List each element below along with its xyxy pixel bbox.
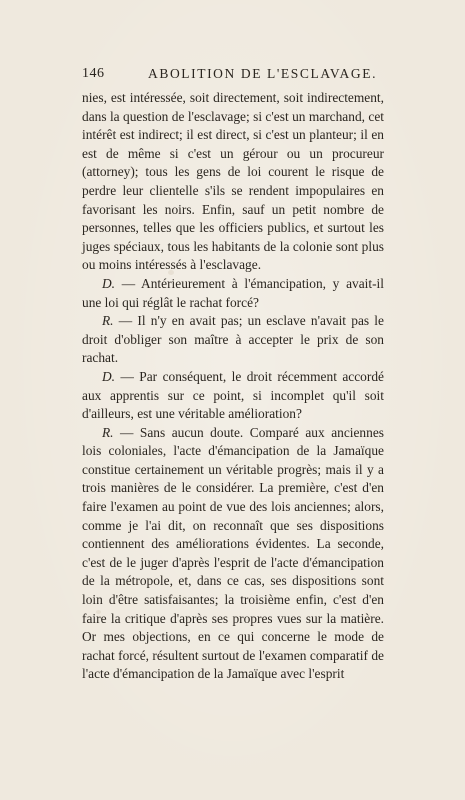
paragraph [82, 275, 384, 312]
speaker-label: R. [102, 313, 114, 329]
speaker-label: R. [102, 424, 114, 440]
paragraph-text: — Par conséquent, le droit récemment accordé aux apprentis sur ce point, si incomplet qu'il soit d'ailleurs, est une véritable amélioration? [82, 368, 384, 422]
body-text [82, 89, 384, 684]
paragraph-text: — Il n'y en avait pas; un esclave n'avait pas le droit d'obliger son maître à accepter le prix de son rachat. [82, 313, 384, 366]
paragraph [82, 368, 384, 424]
paragraph-text: nies, est intéressée, soit directement, soit indirectement, dans la question de l'esclavage; si c'est un marchand, cet intérêt est indirect; il est direct, si c'est un planteur; il en est de même si c'est un gérour ou un procureur (attorney); tous les gens de loi courent le risque de perdre leur clientelle s'ils se rendent impopulaires en favorisant les noirs. Enfin, sauf un petit nombre de personnes, telles que les officiers publics, et surtout les juges spéciaux, tous les habitants de la colonie sont plus ou moins intéressés à l'esclavage. [82, 90, 384, 273]
page-number: 146 [82, 66, 105, 81]
paragraph [82, 424, 384, 684]
speaker-label: D. [102, 368, 116, 384]
paragraph [82, 312, 384, 368]
page-header [82, 66, 384, 86]
speaker-label: D. [102, 275, 116, 291]
running-title: ABOLITION DE L'ESCLAVAGE. [148, 66, 378, 81]
paragraph-text: — Antérieurement à l'émancipation, y avait-il une loi qui réglât le rachat forcé? [82, 275, 384, 310]
paragraph-text: — Sans aucun doute. Comparé aux anciennes lois coloniales, l'acte d'émancipation de la Jamaïque constitue certainement un véritable progrès; mais il y a trois manières de le considérer. La première, c'est d'en faire l'examen au point de vue des lois anciennes; alors, comme je l'ai dit, on reconnaît que ses dispositions contiennent des améliorations évidentes. La seconde, c'est de le juger d'après l'esprit de l'acte d'émancipation de la métropole, et, dans ce cas, ses dispositions sont loin d'être satisfaisantes; la troisième enfin, c'est d'en faire la critique d'après ses propres vues sur la matière. Or mes objections, en ce qui concerne le mode de rachat forcé, résultent surtout de l'examen comparatif de l'acte d'émancipation de la Jamaïque avec l'esprit [82, 424, 384, 682]
paragraph [82, 89, 384, 275]
